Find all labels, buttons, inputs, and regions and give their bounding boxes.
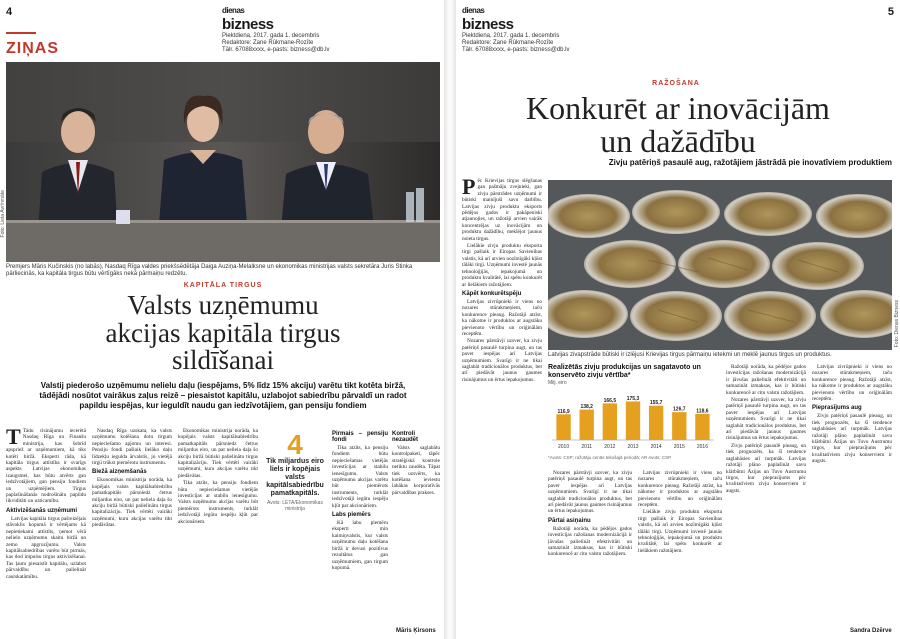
chart-value-label-2013: 175,3 bbox=[626, 395, 640, 402]
article-text-5b: Zivju patēriņš pasaulē pieaug, un tiek prognozēts, ka šī tendence saglabāsies arī turpmāk. Latvijas ražotāji plāno paplašināt savu klātbūtni Āzijas un Tuvo Austrumu tirgos, kur pieprasījums pēc kvalitatīviem zivju konserviem ir augsts. bbox=[726, 442, 806, 494]
article-text-2c: Latvijas zivrūpnieki ir viens no nozares stūrakmeņiem, taču konkurence pieaug. Ražotāji atzīst, ka nākotne ir produktos ar augstāku pievienoto vērtību un oriģinālām receptēm. bbox=[812, 364, 892, 403]
fish-production-chart bbox=[548, 364, 718, 464]
article-kicker: KAPITĀLA TIRGUS bbox=[183, 282, 263, 289]
article-column-4 bbox=[726, 364, 806, 634]
headline-line-1: Valsts uzņēmumu bbox=[127, 290, 319, 320]
masthead-logo bbox=[462, 4, 569, 32]
article-byline: Māris Ķirsons bbox=[396, 628, 436, 634]
masthead-logo-top: dienas bbox=[222, 6, 245, 15]
article-text-1b: Lielākie zivju produktu eksporta tirgi pašlaik ir Eiropas Savienības valstis, kā arī arvien nozīmīgāki kļūst tālāki tirgi. Uzņēmumi investē jaunās tehnoloģijās, iepakojumā un produktu kvalitātē, lai spētu konkurēt ar lielākiem ražotājiem. bbox=[638, 509, 722, 554]
article-text-3b: Nozares pārstāvji uzsver, ka zivju patēriņš pasaulē turpina augt, un tas paver iespējas arī Latvijas uzņēmumiem. Svarīgi ir ne tikai saglabāt tradicionālos produktus, bet arī piedāvāt jaunus gaumes risinājumus un ērtus iepakojumus. bbox=[548, 470, 632, 515]
article-text-4: Tika atzīts, ka pensiju fondiem būtu nepieciešamas vietējās investīcijas ar stabilu ienesīgumu. Valsts uzņēmumu akcijas varētu būt piemērots instruments, turklāt iedzīvotāji iegūtu iespēju kļūt par akcionāriem. bbox=[332, 445, 388, 509]
article-text-4b: Tika atzīts, ka pensiju fondiem būtu nepieciešamas vietējās investīcijas ar stabilu ienesīgumu. Valsts uzņēmumu akcijas varētu būt piemērots instruments, turklāt iedzīvotāji iegūtu iespēju kļūt par akcionāriem. bbox=[178, 480, 258, 525]
article-text-3: Nozares pārstāvji uzsver, ka zivju patēriņš pasaulē turpina augt, un tas paver iespējas arī Latvijas uzņēmumiem. Svarīgi ir ne tikai saglabāt tradicionālos produktus, bet arī piedāvāt jaunus gaumes risinājumus un ērtus iepakojumus. bbox=[462, 338, 542, 383]
chart-value-label-2015: 126,7 bbox=[673, 406, 686, 413]
photo-credit: Foto: Lieta Avrīnmāte bbox=[0, 190, 6, 238]
masthead-date: Piektdiena, 2017. gada 1. decembris bbox=[222, 33, 320, 39]
chart-tick-label-2013: 2013 bbox=[627, 444, 639, 450]
masthead-logo bbox=[222, 4, 329, 32]
press-conference-photo bbox=[6, 62, 440, 262]
article-headline bbox=[6, 292, 440, 375]
article-column-6 bbox=[392, 428, 440, 624]
article-column-3 bbox=[178, 428, 258, 634]
page-number: 4 bbox=[6, 6, 13, 18]
article-text-3c: Nozares pārstāvji uzsver, ka zivju patēriņš pasaulē turpina augt, un tas paver iespējas arī Latvijas uzņēmumiem. Svarīgi ir ne tikai saglabāt tradicionālos produktus, bet arī piedāvāt jaunus gaumes risinājumus un ērtus iepakojumus. bbox=[726, 397, 806, 442]
article-text-3b: Ekonomikas ministrija norāda, ka kopējais valsts kapitālsabiedrību pamatkapitāls pārsniedz četrus miljardus eiro, un pat neliela daļa šo akciju biržā būtiski palielinātu tirgus kapitalizāciju. Tiek vērtēti vairāki uzņēmumi, kuru akcijas varētu tikt piedāvātas. bbox=[178, 428, 258, 479]
article-text-2: Latvijas zivrūpnieki ir viens no nozares stūrakmeņiem, taču konkurence pieaug. Ražotāji atzīst, ka nākotne ir produktos ar augstāku pievienoto vērtību un oriģinālām receptēm. bbox=[462, 298, 542, 337]
chart-tick-label-2014: 2014 bbox=[650, 444, 662, 450]
chart-tick-label-2015: 2015 bbox=[673, 444, 685, 450]
masthead-date: Piektdiena, 2017. gada 1. decembris bbox=[462, 33, 560, 39]
article-text-4: Ražotāji norāda, ka pēdējos gados investīcijas ražošanas modernizācijā ir ļāvušas palielināt efektivitāti un samazināt izmaksas, kas ir būtiski konkurencē ar citu valstu ražotājiem. bbox=[548, 525, 632, 558]
subheading-1: Aktivizēšanās uzņēmumi bbox=[6, 507, 78, 514]
section-title: ZIŅAS bbox=[6, 40, 59, 57]
fish-cans-illustration bbox=[548, 180, 892, 350]
chart-value-label-2014: 155,7 bbox=[649, 400, 663, 407]
pull-quote-number: 4 bbox=[287, 429, 303, 460]
article-lead: Valstij piederošo uzņēmumu nelielu daļu (iespējams, 5% līdz 15% akciju) varētu tikt kotēta biržā, tādējādi nosūtot vairākus zaļus reizē – piesaistot kapitālu, uzlabojot sabiedrību pārvaldī un radot papildu iespējas, kur ieguldīt naudu gan iedzīvotājiem, gan pensiju fondiem bbox=[39, 381, 407, 410]
page-gutter bbox=[444, 0, 456, 639]
article-text-5: Zivju patēriņš pasaulē pieaug, un tiek prognozēts, ka šī tendence saglabāsies arī turpmāk. Latvijas ražotāji plāno paplašināt savu klātbūtni Āzijas un Tuvo Austrumu tirgos, kur pieprasījums pēc kvalitatīviem zivju konserviem ir augsts. bbox=[812, 413, 892, 465]
photo-caption: Premjers Māris Kučinskis (no labās), Nasdaq Rīga valdes priekšsēdētāja Daiga Auziņa-Melalksne un ekonomikas ministrijas valsts sekretāra Juris Stinka pārliecinās, ka kapitāla tirgus būtu vērtīgāks nekā pārmaiņu redzētu. bbox=[6, 264, 413, 277]
article-column-intro bbox=[462, 178, 542, 634]
headline-line-3: sildīšanai bbox=[172, 345, 274, 376]
chart-unit: Milj. eiro bbox=[548, 380, 567, 386]
article-intro: Tādu risinājumu iecerētā Nasdaq Rīga un Finanšu ministrija, kas šobrīd apspriež ar uzņēmumiem, kā tiks kotēti biržā. Eksperti rāda, kā kapitāla tirgus attīstība ir svarīgs aspekts Latvijas ekonomikas izaugsmei, kas būtu atvērts gan iedzīvotājiem, gan pensiju fondiem un uzņēmējiem. Tirgus paplašināšanās nodrošinātu papildu likviditāti un uzticamību. bbox=[6, 428, 86, 505]
article-text-1: Lielākie zivju produktu eksporta tirgi pašlaik ir Eiropas Savienības valstis, kā arī arvien nozīmīgāki kļūst tālāki tirgi. Uzņēmumi investē jaunās tehnoloģijās, iepakojumā un produktu kvalitātē, lai spētu konkurēt ar lielākiem ražotājiem. bbox=[462, 243, 542, 288]
subheading-2: Biežā aizņemšanās bbox=[92, 469, 147, 476]
page-number: 5 bbox=[887, 6, 894, 18]
subheading-3: Pirmais – pensiju fondi bbox=[332, 431, 388, 443]
subheading-3: Pieprasījums aug bbox=[812, 405, 862, 412]
chart-source: *Avots: CSP; ražotāju cenās tekošajā periodā; AR Avots: CSP bbox=[548, 455, 672, 460]
masthead-editor: Redaktore: Zane Rūkmane-Rozīte bbox=[222, 40, 314, 46]
subheading-4: Labs piemērs bbox=[332, 512, 371, 519]
article-intro: ēc Krievijas tirgus slēgšanas gan pašmāju zvejnieki, gan zivju pārstrādes uzņēmumi ir būtiski mainījuši savu darbību. Latvijas zivju produktu eksports pēdējos gados ir pakāpeniski atjaunojies, un ražotāji arvien vairāk koncentrējas uz inovācijām un produktu dažādību, meklējot jaunus noieta tirgus. bbox=[462, 178, 542, 242]
masthead-meta bbox=[462, 33, 569, 54]
chart-value-label-2012: 166,5 bbox=[603, 397, 617, 404]
article-text-2b: Latvijas zivrūpnieki ir viens no nozares stūrakmeņiem, taču konkurence pieaug. Ražotāji atzīst, ka nākotne ir produktos ar augstāku pievienoto vērtību un oriģinālām receptēm. bbox=[638, 470, 722, 509]
article-kicker: RAŽOŠANA bbox=[652, 80, 700, 87]
chart-value-label-2016: 118,6 bbox=[696, 408, 709, 415]
chart-bar-2014 bbox=[649, 406, 663, 440]
masthead bbox=[462, 4, 569, 54]
chart-tick-label-2012: 2012 bbox=[604, 444, 616, 450]
headline-line-1: Konkurēt ar inovācijām bbox=[526, 90, 830, 126]
left-page bbox=[0, 0, 444, 639]
section-bar bbox=[6, 32, 36, 34]
chart-tick-label-2016: 2016 bbox=[696, 444, 708, 450]
drop-cap: T bbox=[6, 428, 21, 449]
article-text-1: Latvijas kapitāla tirgus pašreizējais stāvoklis kopumā ir vērtējams kā nepietiekami attīstīts, ņemot vērā nelielo uzņēmumu skaitu biržā un zemo apgrozījumu. Valsts kapitālsabiedrības varētu būt pirmās, kas dod impulsu tirgus aktivizēšanai. Tas ļautu piesaistīt kapitālu, uzlabot pārvaldību un palielināt caurskatāmību. bbox=[6, 515, 86, 580]
article-byline: Sandra Dzērve bbox=[850, 628, 892, 634]
masthead-contact: Tālr. 67088xxxx, e-pasts: bizness@db.lv bbox=[462, 47, 570, 53]
subheading-5: Kontroli nezaudēt bbox=[392, 431, 419, 443]
subheading-1: Kāpēt konkurētspēju bbox=[462, 290, 522, 297]
headline-line-2: un dažādību bbox=[600, 122, 756, 159]
drop-cap: P bbox=[462, 178, 476, 199]
subheading-2: Pārtai asiņainu bbox=[548, 517, 591, 524]
chart-bar-2012 bbox=[603, 403, 617, 440]
article-text-5: Kā labu piemēru eksperti min kaimiņvalstis, kur valsts uzņēmumu daļu kotēšana biržā ir devusi pozitīvus rezultātus gan uzņēmumiem, gan tirgum kopumā. bbox=[332, 520, 388, 571]
chart-bar-2010 bbox=[556, 414, 570, 440]
article-column-2 bbox=[548, 470, 632, 634]
article-text-6: Valsts saglabātu kontrolpaketi, tāpēc stratēģiskā kontrole netiktu zaudēta. Tāpat tiek uzsvērts, ka kotēšana ieviestu labākas korporatīvās pārvaldības prakses. bbox=[392, 445, 440, 496]
article-column-5 bbox=[812, 364, 892, 624]
article-text-3: Ekonomikas ministrija norāda, ka kopējais valsts kapitālsabiedrību pamatkapitāls pārsniedz četrus miljardus eiro, un pat neliela daļa šo akciju biržā būtiski palielinātu tirgus kapitalizāciju. Tiek vērtēti vairāki uzņēmumi, kuru akcijas varētu tikt piedāvātas. bbox=[92, 477, 172, 529]
masthead bbox=[222, 4, 329, 54]
fish-cans-photo bbox=[548, 180, 892, 350]
masthead-contact: Tālr. 67088xxxx, e-pasts: bizness@db.lv bbox=[222, 47, 330, 53]
masthead-logo-top: dienas bbox=[462, 6, 485, 15]
chart-value-label-2010: 116,9 bbox=[557, 408, 570, 415]
masthead-meta bbox=[222, 33, 329, 54]
article-column-2 bbox=[92, 428, 172, 634]
chart-bar-2015 bbox=[672, 412, 686, 440]
article-text-2: Nasdaq Rīga uzskata, ka valsts uzņēmumu kotēšana dotu tirgum nepieciešamo apjomu un interesi. Pensiju fondi pašlaik lielāko daļu līdzekļu iegulda ārvalstīs, jo vietējā tirgū trūkst piemērotu instrumentu. bbox=[92, 428, 172, 467]
right-page bbox=[456, 0, 900, 639]
chart-bar-2016 bbox=[695, 414, 709, 440]
photo-caption: Latvijas zivapstrāde būtiski ir izlējusi Krievijas tirgus pārmaiņu ietekmi un meklē jaunus tirgus un produktus. bbox=[548, 352, 832, 358]
press-conference-illustration bbox=[6, 62, 440, 262]
chart-plot bbox=[548, 386, 718, 450]
chart-bar-2011 bbox=[580, 410, 594, 440]
masthead-logo-main: bizness bbox=[222, 16, 274, 33]
pull-quote bbox=[263, 429, 327, 512]
chart-bar-2013 bbox=[626, 401, 640, 440]
article-column-3 bbox=[638, 470, 722, 634]
chart-title: Realizētās zivju produkcijas un sagatavoto un konservēto zivju vērtība* bbox=[548, 364, 701, 379]
article-text-4b: Ražotāji norāda, ka pēdējos gados investīcijas ražošanas modernizācijā ir ļāvušas palielināt efektivitāti un samazināt izmaksas, kas ir būtiski konkurencē ar citu valstu ražotājiem. bbox=[726, 364, 806, 396]
masthead-editor: Redaktore: Zane Rūkmane-Rozīte bbox=[462, 40, 554, 46]
pull-quote-text: Tik miljardus eiro liels ir kopējais valsts kapitālsabiedrību pamatkapitāls. bbox=[266, 458, 324, 497]
headline-line-2: akcijas kapitāla tirgus bbox=[105, 317, 341, 348]
masthead-logo-main: bizness bbox=[462, 16, 514, 33]
article-headline bbox=[462, 92, 894, 157]
chart-tick-label-2011: 2011 bbox=[581, 444, 593, 450]
article-column-5 bbox=[332, 428, 388, 634]
pull-quote-source: Avots: LETA/Ekonomikas ministrija bbox=[267, 500, 323, 512]
article-column-1 bbox=[6, 428, 86, 634]
chart-tick-label-2010: 2010 bbox=[558, 444, 570, 450]
chart-value-label-2011: 138,2 bbox=[580, 404, 593, 411]
photo-credit: Foto: Dienas Bizness bbox=[894, 300, 900, 348]
article-lead: Zivju patēriņš pasaulē aug, ražotājiem jāstrādā pie inovatīviem produktiem bbox=[608, 158, 892, 167]
